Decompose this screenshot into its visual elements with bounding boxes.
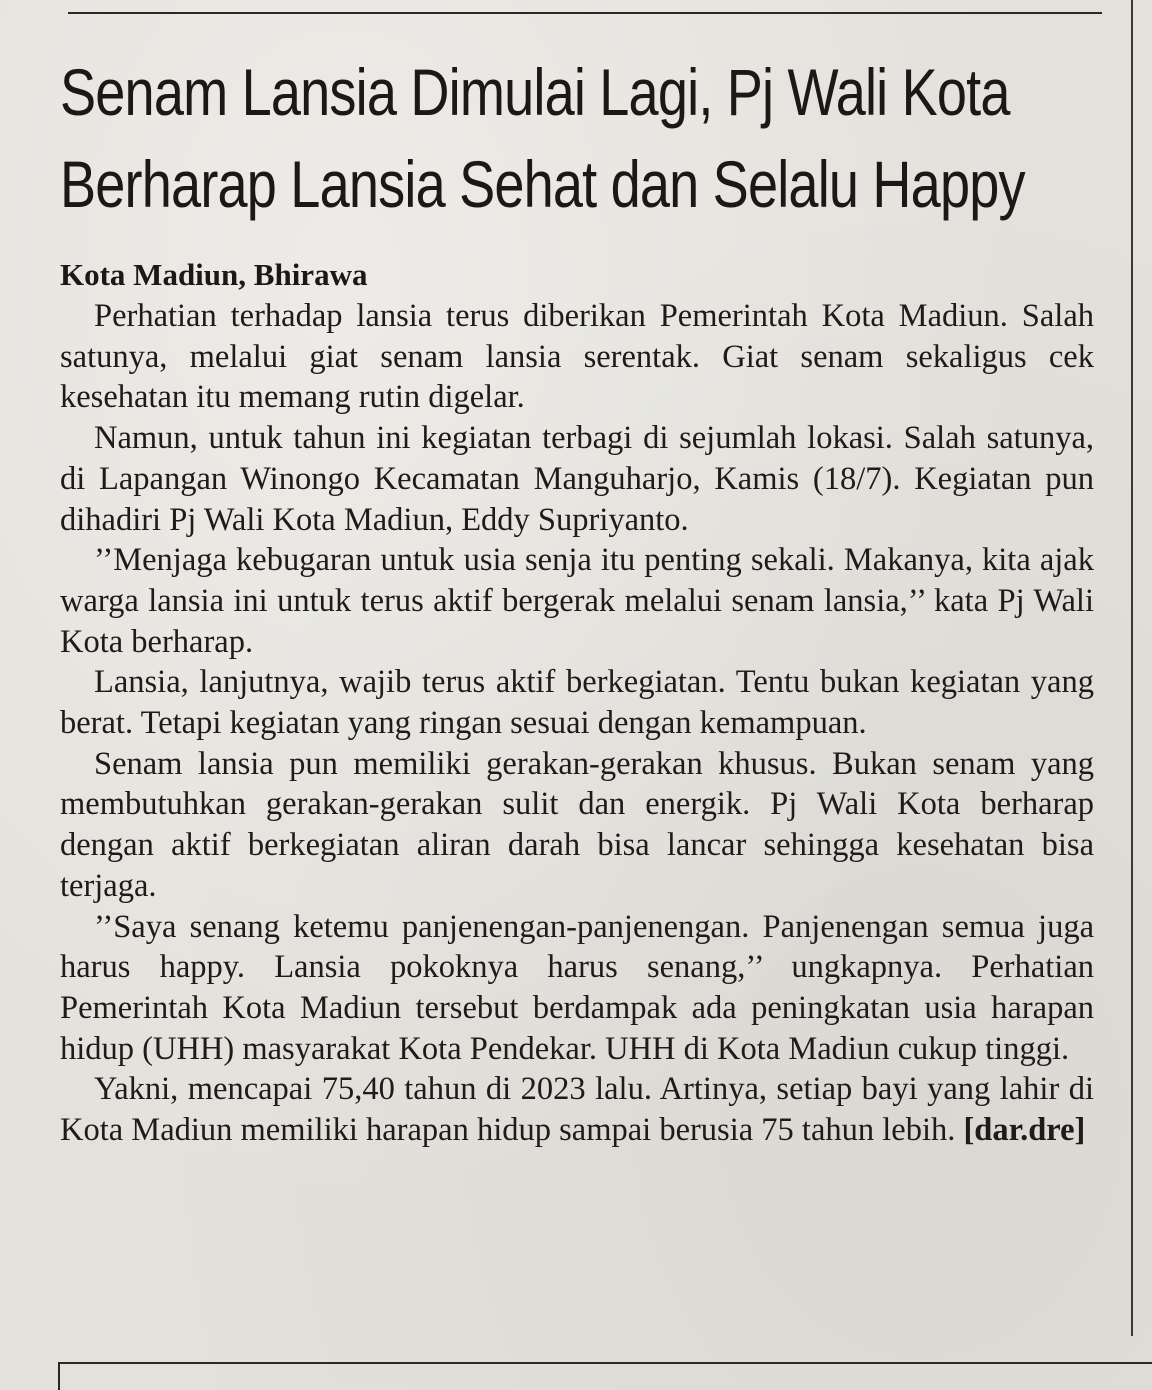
paragraph-5: Senam lansia pun memiliki gerakan-gerakan khusus. Bukan senam yang membutuhkan gerakan-gerakan sulit dan energik. Pj Wali Kota berharap dengan aktif berkegiatan aliran darah bisa lancar sehingga kesehatan bisa terjaga. — [60, 745, 1094, 904]
paragraph-7-text: Yakni, mencapai 75,40 tahun di 2023 lalu. Artinya, setiap bayi yang lahir di Kota Madiun memiliki harapan hidup sampai berusia 75 tahun lebih. — [60, 1071, 1094, 1149]
top-rule — [68, 12, 1102, 14]
headline-line-2: Berharap Lansia Sehat dan Selalu Happy — [60, 147, 1025, 221]
byline-signature: [dar.dre] — [963, 1112, 1086, 1149]
column-rule — [1131, 0, 1133, 1336]
article-body — [60, 296, 1094, 1151]
bottom-rule — [58, 1362, 1152, 1364]
headline — [60, 46, 1025, 230]
headline-line-1: Senam Lansia Dimulai Lagi, Pj Wali Kota — [60, 55, 1010, 129]
paragraph-3: ’’Menjaga kebugaran untuk usia senja itu penting sekali. Makanya, kita ajak warga lansia ini untuk terus aktif bergerak melalui senam lansia,’’ kata Pj Wali Kota berharap. — [60, 542, 1094, 660]
paragraph-4: Lansia, lanjutnya, wajib terus aktif berkegiatan. Tentu bukan kegiatan yang berat. Tetapi kegiatan yang ringan sesuai dengan kemampuan. — [60, 664, 1094, 742]
paragraph-7 — [60, 1069, 1094, 1150]
paragraph-2: Namun, untuk tahun ini kegiatan terbagi di sejumlah lokasi. Salah satunya, di Lapangan Winongo Kecamatan Manguharjo, Kamis (18/7). Kegiatan pun dihadiri Pj Wali Kota Madiun, Eddy Supriyanto. — [60, 420, 1094, 538]
bottom-box-edge — [58, 1362, 60, 1390]
dateline: Kota Madiun, Bhirawa — [60, 257, 368, 292]
paragraph-6: ’’Saya senang ketemu panjenengan-panjenengan. Panjenengan semua juga harus happy. Lansia pokoknya harus senang,’’ ungkapnya. Perhatian Pemerintah Kota Madiun tersebut berdampak ada peningkatan usia harapan hidup (UHH) masyarakat Kota Pendekar. UHH di Kota Madiun cukup tinggi. — [60, 908, 1094, 1067]
paragraph-1: Perhatian terhadap lansia terus diberikan Pemerintah Kota Madiun. Salah satunya, melalui giat senam lansia serentak. Giat senam sekaligus cek kesehatan itu memang rutin digelar. — [60, 298, 1094, 416]
